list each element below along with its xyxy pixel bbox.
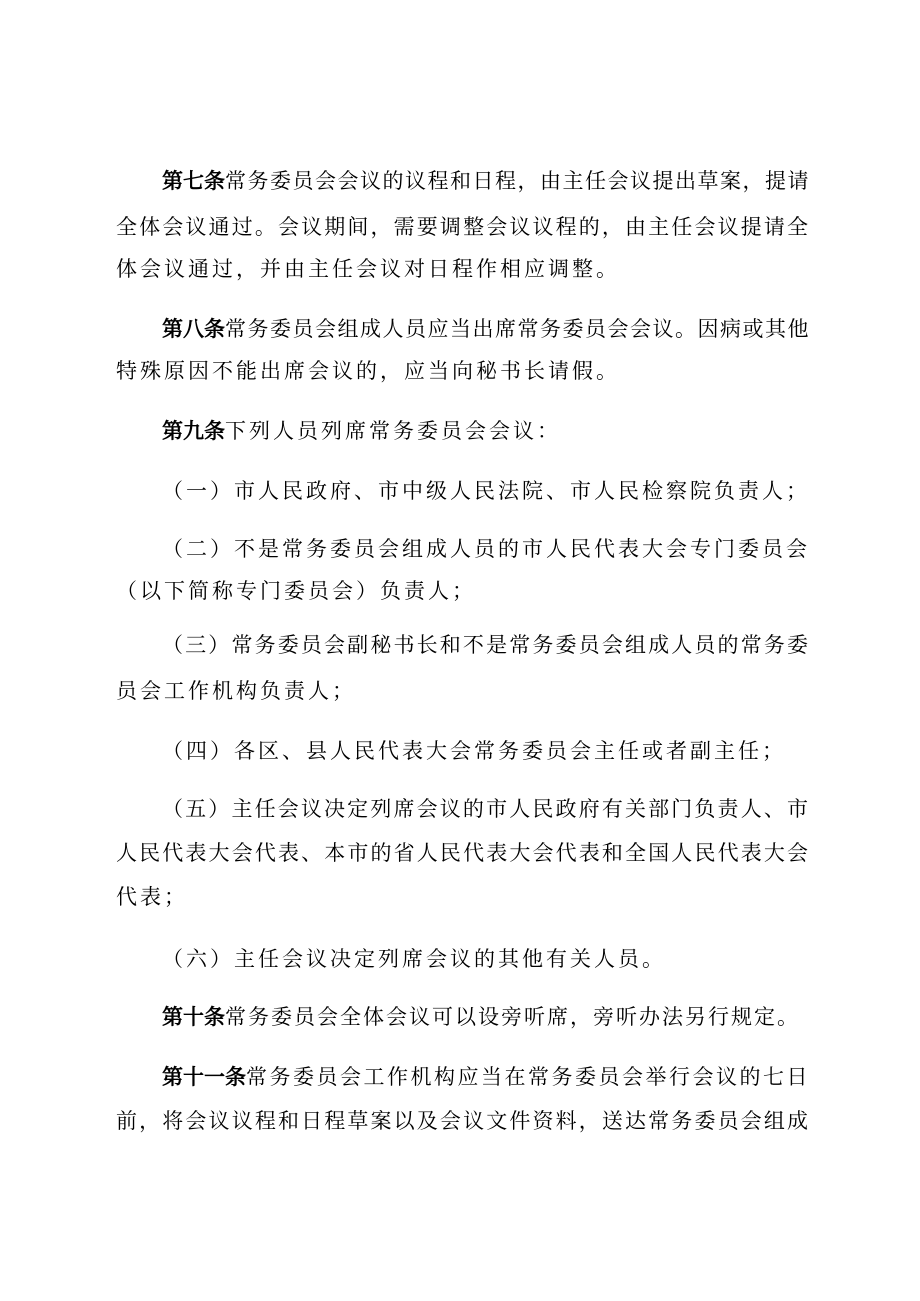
article-10-label: 第十条 xyxy=(162,1005,225,1029)
article-7-line-1: 第七条常务委员会会议的议程和日程，由主任会议提出草案，提请 xyxy=(162,169,810,193)
article-11-line-2: 前，将会议议程和日程草案以及会议文件资料，送达常务委员会组成 xyxy=(116,1109,810,1133)
article-10-line-1: 第十条常务委员会全体会议可以设旁听席，旁听办法另行规定。 xyxy=(162,1005,800,1029)
article-7-line-2: 全体会议通过。会议期间，需要调整会议议程的，由主任会议提请全 xyxy=(116,215,810,239)
article-9-line-1: 第九条下列人员列席常务委员会会议： xyxy=(162,419,561,443)
article-9-item-5-line-2: 人民代表大会代表、本市的省人民代表大会代表和全国人民代表大会 xyxy=(116,841,810,865)
article-8-line-1: 第八条常务委员会组成人员应当出席常务委员会会议。因病或其他 xyxy=(162,317,810,341)
article-9-item-2-line-2: （以下简称专门委员会）负责人； xyxy=(116,579,476,603)
article-9-item-2-line-1: （二）不是常务委员会组成人员的市人民代表大会专门委员会 xyxy=(162,537,810,561)
article-7-line-3: 体会议通过，并由主任会议对日程作相应调整。 xyxy=(116,257,620,281)
article-9-item-5-line-1: （五）主任会议决定列席会议的市人民政府有关部门负责人、市 xyxy=(162,797,810,821)
article-8-line-2: 特殊原因不能出席会议的，应当向秘书长请假。 xyxy=(116,359,620,383)
article-8-label: 第八条 xyxy=(162,317,225,341)
article-9-label: 第九条 xyxy=(162,419,225,443)
article-9-item-5-line-3: 代表； xyxy=(116,885,188,909)
article-9-item-3-line-1: （三）常务委员会副秘书长和不是常务委员会组成人员的常务委 xyxy=(162,633,810,657)
article-11-label: 第十一条 xyxy=(162,1065,246,1089)
article-7-label: 第七条 xyxy=(162,169,225,193)
article-9-item-3-line-2: 员会工作机构负责人； xyxy=(116,679,356,703)
article-11-line-1: 第十一条常务委员会工作机构应当在常务委员会举行会议的七日 xyxy=(162,1065,810,1089)
article-9-item-1: （一）市人民政府、市中级人民法院、市人民检察院负责人； xyxy=(162,479,810,503)
article-9-item-6: （六）主任会议决定列席会议的其他有关人员。 xyxy=(162,947,666,971)
article-9-item-4: （四）各区、县人民代表大会常务委员会主任或者副主任； xyxy=(162,739,786,763)
